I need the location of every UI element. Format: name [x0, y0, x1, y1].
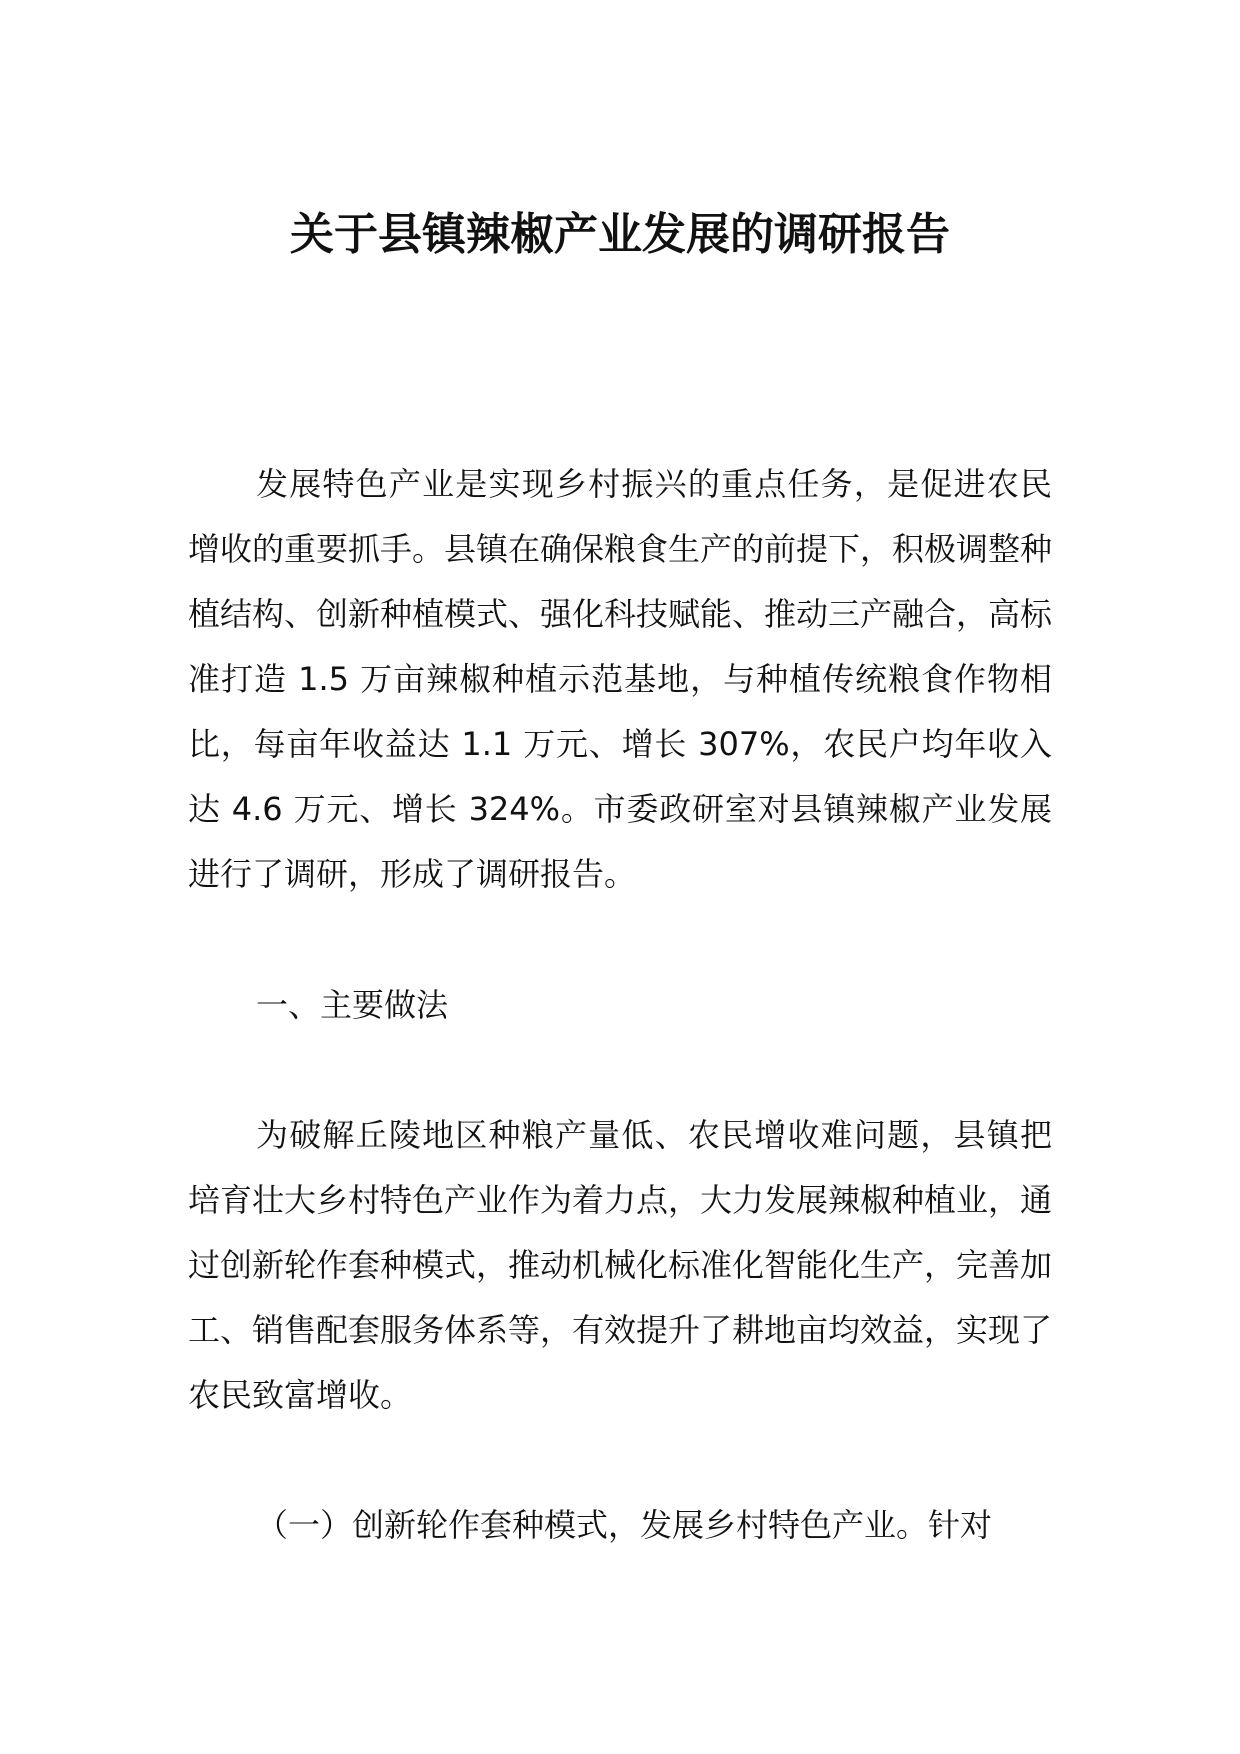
document-title: 关于县镇辣椒产业发展的调研报告 — [290, 209, 950, 260]
subsection-one-paragraph: （一）创新轮作套种模式，发展乡村特色产业。针对 — [256, 1506, 993, 1544]
section-one-heading: 一、主要做法 — [256, 986, 449, 1024]
section-one-paragraph: 为破解丘陵地区种粮产量低、农民增收难问题，县镇把培育壮大乡村特色产业作为着力点，大力发展辣椒种植业，通过创新轮作套种模式，推动机械化标准化智能化生产，完善加工、销售配套服务体系等，有效提升了耕地亩均效益，实现了农民致富增收。 — [188, 1116, 1053, 1414]
intro-paragraph: 发展特色产业是实现乡村振兴的重点任务，是促进农民增收的重要抓手。县镇在确保粮食生产的前提下，积极调整种植结构、创新种植模式、强化科技赋能、推动三产融合，高标准打造 1.5 万亩辣椒种植示范基地，与种植传统粮食作物相比，每亩年收益达 1.1 万元、增长 307%，农民户均年收入达 4.6 万元、增长 324%。市委政研室对县镇辣椒产业发展进行了调研，形成了调研报告。 — [188, 465, 1053, 893]
